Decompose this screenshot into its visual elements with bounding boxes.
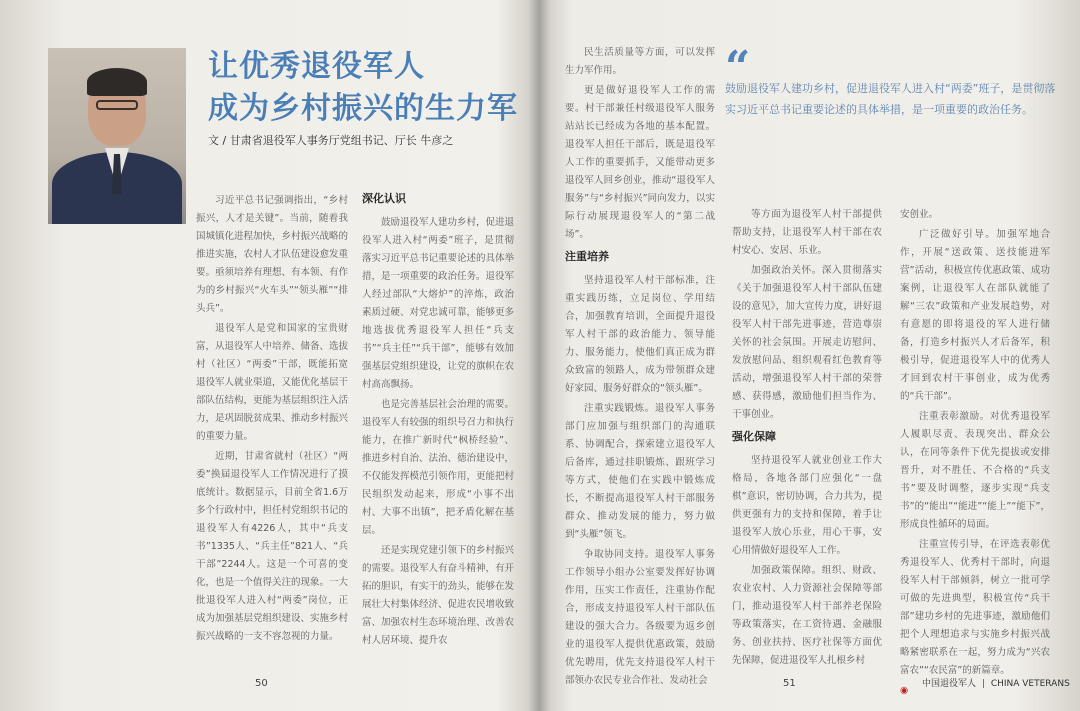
- end-mark-icon: ◉: [900, 685, 909, 696]
- quote-mark-icon: “: [725, 42, 751, 93]
- paragraph: 加强政策保障。组织、财政、农业农村、人力资源社会保障等部门，推动退役军人村干部养老保险等政策落实，在工资待遇、金融服务、创业扶持、医疗社保等方面优先保障，促进退役军人扎根乡村: [732, 565, 882, 666]
- masthead-en: CHINA VETERANS: [990, 679, 1070, 689]
- paragraph: 鼓励退役军人建功乡村，促进退役军人进入村“两委”班子，是贯彻落实习近平总书记重要论述的具体举措，是一项重要的政治任务。退役军人经过部队“大熔炉”的淬炼，政治素质过硬、对党忠诚可靠，能够更多地选拔优秀退役军人担任“兵支书”“兵主任”“兵干部”，能够有效加强基层党组织建设，让党的旗帜在农村高高飘扬。: [362, 217, 515, 390]
- paragraph: 坚持退役军人就业创业工作大格局，各地各部门应强化“一盘棋”意识，密切协调，合力共为，提供更强有力的支持和保障，着手让退役军人放心乐业，用心干事，安心用情做好退役军人工作。: [732, 455, 882, 556]
- paragraph: 近期，甘肃省就村（社区）“两委”换届退役军人工作情况进行了摸底统计。数据显示，目前全省1.6万多个行政村中，担任村党组织书记的退役军人有4226人，其中“兵支书”1335人、“兵主任”821人、“兵干部”2244人。这是一个可喜的变化，也是一个值得关注的现象。一大批退役军人进入村“两委”岗位，正成为加强基层党组织建设、实施乡村振兴战略的一支不容忽视的力量。: [196, 451, 349, 642]
- page-number-right: 51: [783, 678, 796, 689]
- paragraph: 广泛做好引导。加强军地合作，开展“送政策、送技能进军营”活动，积极宣传优惠政策、成功案例，让退役军人在部队就能了解“三农”政策和产业发展趋势，对有意愿的即将退役的军人进行储备，打造乡村振兴人才后备军，积极引导，促进退役军人中的优秀人才回到农村干事创业，成为优秀的“兵干部”。: [900, 229, 1050, 402]
- paragraph: 坚持退役军人村干部标准，注重实践历练，立足岗位、学用结合，加强教育培训，全面提升退役军人村干部的政治能力、领导能力、服务能力，使他们真正成为群众致富的领路人，成为带领群众建好家园、服务好群众的“领头雁”。: [565, 275, 715, 394]
- left-column-2: [362, 186, 514, 652]
- paragraph: 争取协同支持。退役军人事务工作领导小组办公室要发挥好协调作用，压实工作责任，注重协作配合，形成支持退役军人村干部队伍建设的强大合力。各级要为返乡创业的退役军人提供优惠政策，鼓励优先聘用，优先支持退役军人村干部领办农民专业合作社、发动社会: [565, 549, 715, 686]
- right-column-3: [900, 206, 1050, 700]
- author-photo: [48, 48, 186, 224]
- paragraph: 注重实践锻炼。退役军人事务部门应加强与组织部门的沟通联系、协调配合，探索建立退役军人后备库，通过挂职锻炼、跟班学习等方式，使他们在实践中锻炼成长，不断提高退役军人村干部服务群众、推动发展的能力，努力做到“头雁”领飞。: [565, 403, 715, 540]
- paragraph: 民生活质量等方面，可以发挥生力军作用。: [565, 47, 715, 76]
- photo-glasses: [96, 100, 138, 110]
- title-line-1: 让优秀退役军人: [208, 49, 425, 84]
- paragraph: 习近平总书记强调指出，“乡村振兴，人才是关键”。当前，随着我国城镇化进程加快，乡村振兴战略的推进实施，农村人才队伍建设愈发重要。亟须培养有理想、有本领、有作为的乡村振兴“火车头”“领头雁”“排头兵”。: [196, 195, 349, 314]
- right-column-2: [732, 206, 882, 672]
- pull-quote: 鼓励退役军人建功乡村，促进退役军人进入村“两委”班子，是贯彻落实习近平总书记重要论述的具体举措，是一项重要的政治任务。: [725, 82, 1056, 116]
- left-column-1: [196, 192, 348, 648]
- paragraph: 加强政治关怀。深入贯彻落实《关于加强退役军人村干部队伍建设的意见》，加大宣传力度，讲好退役军人村干部先进事迹，营造尊崇关怀的社会氛围。开展走访慰问、发放慰问品、组织观看红色教育等活动，增强退役军人村干部的荣誉感、获得感，激励他们担当作为、干事创业。: [732, 265, 882, 420]
- magazine-masthead: [922, 676, 1070, 689]
- paragraph: 退役军人是党和国家的宝贵财富，从退役军人中培养、储备、选拔村（社区）“两委”干部，既能拓宽退役军人就业渠道，又能优化基层干部队伍结构，更能为基层组织注入活力，是巩固脱贫成果、推动乡村振兴的重要力量。: [196, 323, 349, 442]
- paragraph: 安创业。: [900, 209, 939, 220]
- byline: 文 / 甘肃省退役军人事务厅党组书记、厅长 牛彦之: [208, 134, 454, 147]
- section-heading-training: 注重培养: [565, 250, 609, 263]
- paragraph: 更是做好退役军人工作的需要。村干部兼任村级退役军人服务站站长已经成为各地的基本配置。退役军人担任干部后，既是退役军人工作的重要抓手，又能带动更多退役军人回乡创业，推动“退役军人服务”与“乡村振兴”同向发力，以实际行动展现退役军人的“第二战场”。: [565, 85, 715, 240]
- title-line-2: 成为乡村振兴的生力军: [208, 91, 518, 126]
- paragraph: 注重表彰激励。对优秀退役军人履职尽责、表现突出、群众公认，在同等条件下优先提拔或安排晋升，对不胜任、不合格的“兵支书”要及时调整，逐步实现“兵支书”的“能出”“能进”“能上”“能下”，形成良性循环的局面。: [900, 411, 1050, 530]
- section-heading-guarantee: 强化保障: [732, 430, 776, 443]
- article-title: [208, 46, 518, 130]
- paragraph: 还是实现党建引领下的乡村振兴的需要。退役军人有奋斗精神，有开拓的胆识，有实干的劲头，能够在发展壮大村集体经济、促进农民增收致富、加强农村生态环境治理、改善农村人居环境、提升农: [362, 545, 515, 646]
- photo-hair: [87, 68, 147, 96]
- masthead-cn: 中国退役军人: [922, 679, 977, 689]
- paragraph: 注重宣传引导，在评选表彰优秀退役军人、优秀村干部时，向退役军人村干部倾斜，树立一批可学可做的先进典型，积极宣传“兵干部”建功乡村的先进事迹，激励他们把个人理想追求与实施乡村振兴战略紧密联系在一起，努力成为“兴农富农”“农民富”的新篇章。: [900, 539, 1050, 676]
- left-page: [0, 0, 535, 711]
- page-number-left: 50: [255, 678, 268, 689]
- paragraph: 等方面为退役军人村干部提供帮助支持，让退役军人村干部在农村安心、安居、乐业。: [732, 209, 882, 256]
- section-heading-deepen: 深化认识: [362, 192, 406, 205]
- right-column-1: [565, 44, 715, 692]
- masthead-separator: |: [981, 679, 985, 689]
- right-page: [545, 0, 1080, 711]
- paragraph: 也是完善基层社会治理的需要。退役军人有较强的组织号召力和执行能力，在推广新时代“枫桥经验”、推进乡村自治、法治、德治建设中，不仅能发挥模范引领作用，更能把村民组织发动起来，形成“小事不出村、大事不出镇”，把矛盾化解在基层。: [362, 399, 515, 536]
